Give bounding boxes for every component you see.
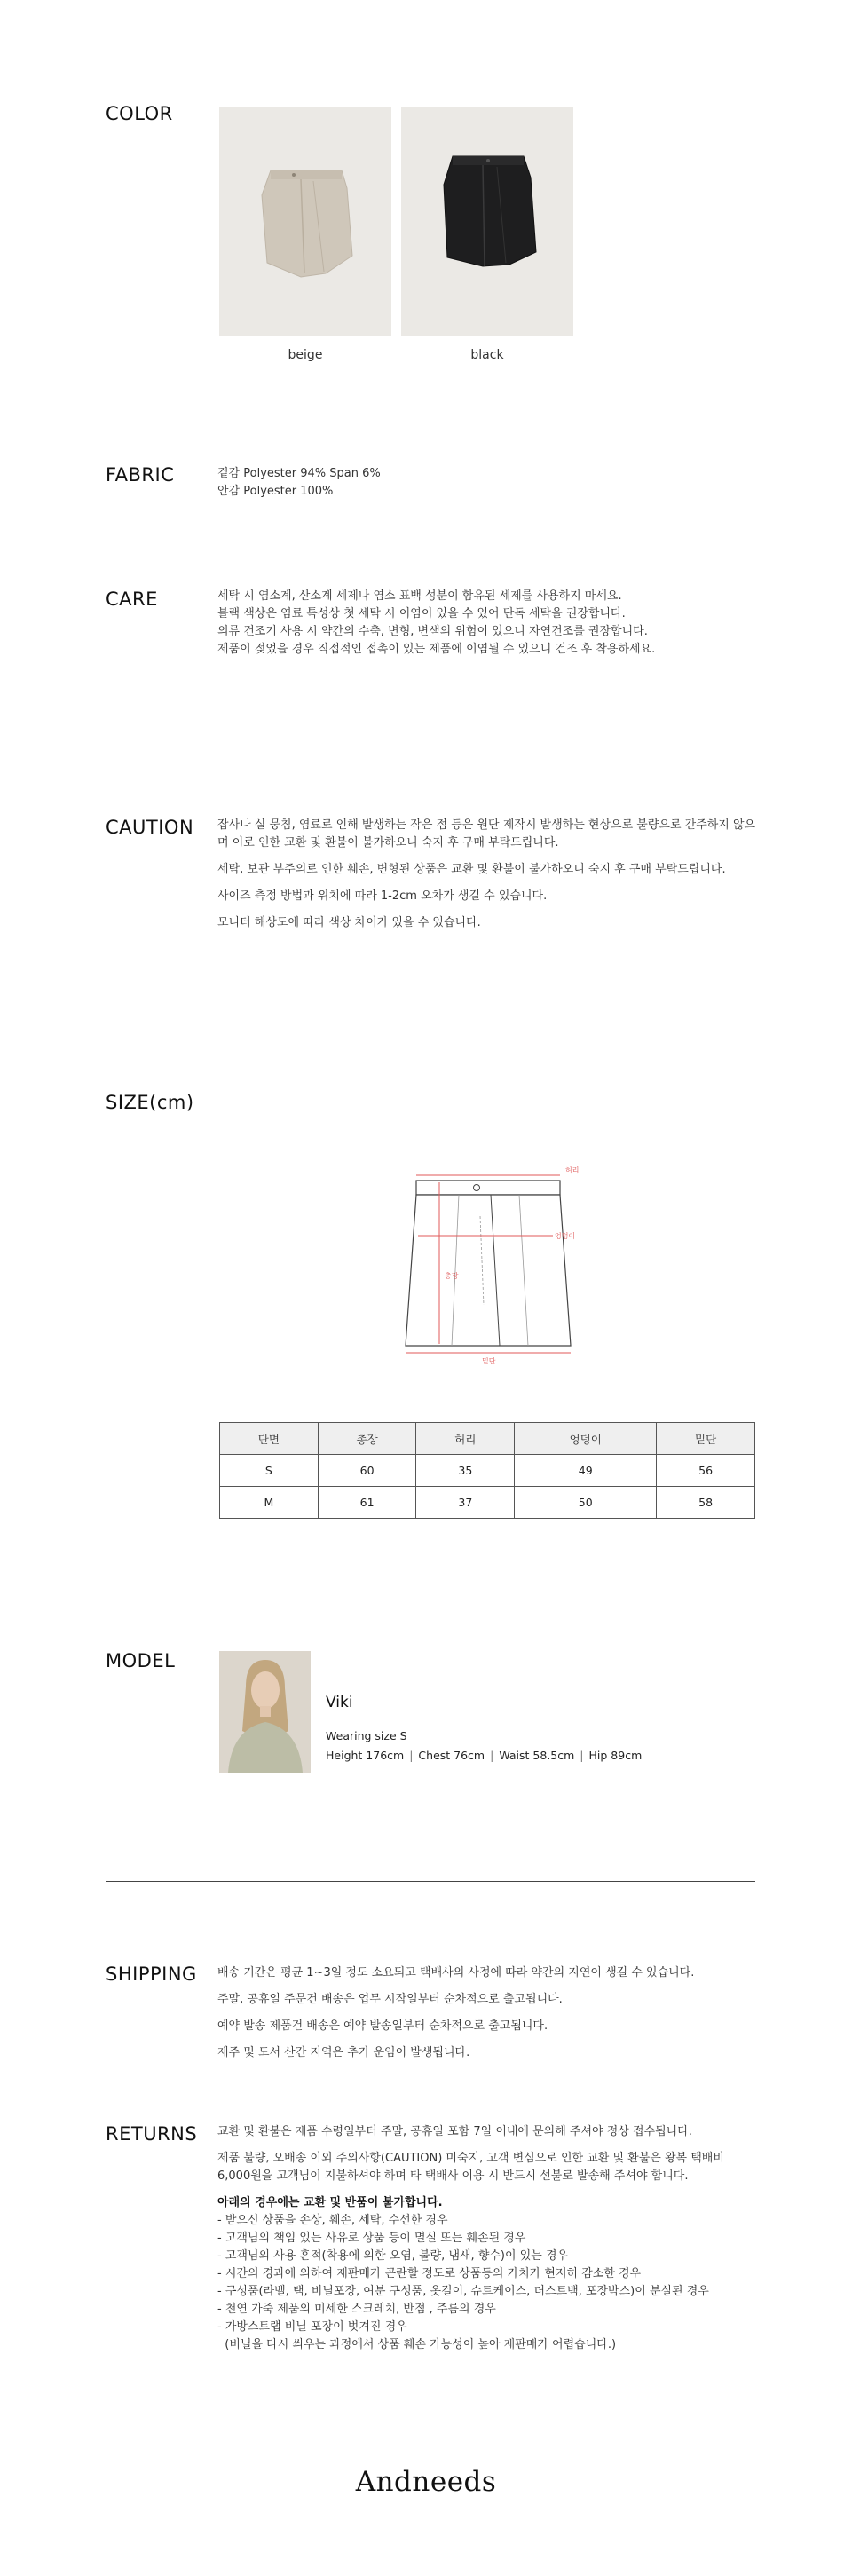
- model-measurements: [326, 1746, 642, 1766]
- caution-text: [217, 817, 759, 932]
- table-row: [220, 1455, 755, 1487]
- size-table: [219, 1422, 755, 1519]
- table-cell: S: [220, 1455, 319, 1487]
- shipping-paragraph: 배송 기간은 평균 1~3일 정도 소요되고 택배사의 사정에 따라 약간의 지연이 생길 수 있습니다.: [217, 1966, 695, 1979]
- model-wearing-size: Wearing size S: [326, 1729, 407, 1742]
- shipping-text: [217, 1964, 759, 2062]
- model-name: Viki: [326, 1694, 353, 1711]
- returns-paragraph: 교환 및 환불은 제품 수령일부터 주말, 공휴일 포함 7일 이내에 문의해 주셔야 정상 접수됩니다.: [217, 2125, 692, 2138]
- table-cell: 60: [318, 1455, 416, 1487]
- fabric-heading: FABRIC: [106, 464, 175, 486]
- returns-list-item: - 가방스트랩 비닐 포장이 벗겨진 경우: [217, 2320, 407, 2334]
- returns-paragraph: 제품 불량, 오배송 이외 주의사항(CAUTION) 미숙지, 고객 변심으로 인한 교환 및 환불은 왕복 택배비 6,000원을 고객님이 지불하셔야 하며 타 택배사 이용 시 반드시 선불로 발송해 주셔야 합니다.: [217, 2152, 724, 2183]
- color-heading: COLOR: [106, 103, 173, 124]
- table-cell: 58: [657, 1487, 755, 1519]
- model-hip: Hip 89cm: [588, 1749, 643, 1762]
- table-cell: 49: [515, 1455, 657, 1487]
- returns-list-item: - 고객님의 책임 있는 사유로 상품 등이 멸실 또는 훼손된 경우: [217, 2232, 526, 2245]
- returns-text: [217, 2123, 759, 2354]
- brand-logo: Andneeds: [355, 2466, 497, 2498]
- shipping-paragraph: 제주 및 도서 산간 지역은 추가 운임이 발생됩니다.: [217, 2046, 470, 2059]
- beige-skirt-image[interactable]: [219, 107, 391, 336]
- care-heading: CARE: [106, 589, 158, 610]
- size-column-header: 엉덩이: [515, 1423, 657, 1455]
- caution-paragraph: 세탁, 보관 부주의로 인한 훼손, 변형된 상품은 교환 및 환불이 불가하오니 숙지 후 구매 부탁드립니다.: [217, 863, 726, 876]
- fabric-text: [217, 465, 759, 501]
- caution-paragraph: 사이즈 측정 방법과 위치에 따라 1-2cm 오차가 생길 수 있습니다.: [217, 889, 548, 903]
- fabric-line: 안감 Polyester 100%: [217, 485, 334, 498]
- diagram-waist-label: 허리: [565, 1166, 580, 1174]
- care-line: 제품이 젖었을 경우 직접적인 접촉이 있는 제품에 이염될 수 있으니 건조 후 착용하세요.: [217, 643, 656, 656]
- returns-list-item: - 시간의 경과에 의하여 재판매가 곤란할 정도로 상품등의 가치가 현저히 감소한 경우: [217, 2267, 642, 2280]
- diagram-length-label: 총장: [445, 1272, 459, 1280]
- returns-list-item: - 천연 가죽 제품의 미세한 스크레치, 반점 , 주름의 경우: [217, 2303, 496, 2316]
- size-column-header: 총장: [318, 1423, 416, 1455]
- size-heading: SIZE(cm): [106, 1092, 194, 1113]
- shipping-paragraph: 예약 발송 제품건 배송은 예약 발송일부터 순차적으로 출고됩니다.: [217, 2019, 548, 2033]
- caution-paragraph: 모니터 해상도에 따라 색상 차이가 있을 수 있습니다.: [217, 916, 481, 929]
- care-text: [217, 588, 759, 659]
- model-waist: Waist 58.5cm: [499, 1749, 575, 1762]
- caution-heading: CAUTION: [106, 817, 194, 838]
- returns-list-item: - 구성품(라벨, 택, 비닐포장, 여분 구성품, 옷걸이, 슈트케이스, 더스트백, 포장박스)이 분실된 경우: [217, 2285, 709, 2298]
- diagram-hip-label: 엉덩이: [555, 1232, 576, 1240]
- table-cell: M: [220, 1487, 319, 1519]
- model-info: [326, 1727, 642, 1766]
- diagram-hem-label: 밑단: [482, 1357, 496, 1365]
- model-heading: MODEL: [106, 1650, 176, 1671]
- care-line: 의류 건조기 사용 시 약간의 수축, 변형, 변색의 위험이 있으니 자연건조를 권장합니다.: [217, 625, 648, 638]
- size-column-header: 단면: [220, 1423, 319, 1455]
- caution-paragraph: 잡사나 실 뭉침, 염료로 인해 발생하는 작은 점 등은 원단 제작시 발생하는 현상으로 불량으로 간주하지 않으며 이로 인한 교환 및 환불이 불가하오니 숙지 후 구매 부탁드립니다.: [217, 818, 756, 849]
- returns-list-item: - 받으신 상품을 손상, 훼손, 세탁, 수선한 경우: [217, 2214, 448, 2227]
- returns-notice-heading: 아래의 경우에는 교환 및 반품이 불가합니다.: [217, 2196, 443, 2209]
- model-chest: Chest 76cm: [418, 1749, 485, 1762]
- returns-list-item: - 고객님의 사용 흔적(착용에 의한 오염, 불량, 냄새, 향수)이 있는 경우: [217, 2249, 569, 2263]
- table-cell: 50: [515, 1487, 657, 1519]
- size-column-header: 허리: [416, 1423, 515, 1455]
- model-photo: [219, 1651, 311, 1773]
- care-line: 세탁 시 염소계, 산소계 세제나 염소 표백 성분이 함유된 세제를 사용하지 마세요.: [217, 589, 622, 603]
- color-label-black: black: [470, 348, 504, 362]
- care-line: 블랙 색상은 염료 특성상 첫 세탁 시 이염이 있을 수 있어 단독 세탁을 권장합니다.: [217, 607, 626, 620]
- size-column-header: 밑단: [657, 1423, 755, 1455]
- table-row: [220, 1487, 755, 1519]
- table-cell: 35: [416, 1455, 515, 1487]
- returns-list-item: (비닐을 다시 씌우는 과정에서 상품 훼손 가능성이 높아 재판매가 어렵습니다.): [217, 2338, 617, 2351]
- shipping-heading: SHIPPING: [106, 1964, 197, 1985]
- separator: |: [490, 1749, 494, 1762]
- size-measurement-diagram: [395, 1163, 581, 1376]
- shipping-paragraph: 주말, 공휴일 주문건 배송은 업무 시작일부터 순차적으로 출고됩니다.: [217, 1993, 563, 2006]
- separator: |: [580, 1749, 584, 1762]
- black-skirt-image[interactable]: [401, 107, 573, 336]
- model-height: Height 176cm: [326, 1749, 405, 1762]
- table-cell: 61: [318, 1487, 416, 1519]
- fabric-line: 겉감 Polyester 94% Span 6%: [217, 467, 381, 480]
- table-cell: 56: [657, 1455, 755, 1487]
- separator: |: [409, 1749, 414, 1762]
- table-cell: 37: [416, 1487, 515, 1519]
- section-divider: [106, 1881, 755, 1882]
- color-label-beige: beige: [288, 348, 323, 362]
- returns-heading: RETURNS: [106, 2123, 198, 2145]
